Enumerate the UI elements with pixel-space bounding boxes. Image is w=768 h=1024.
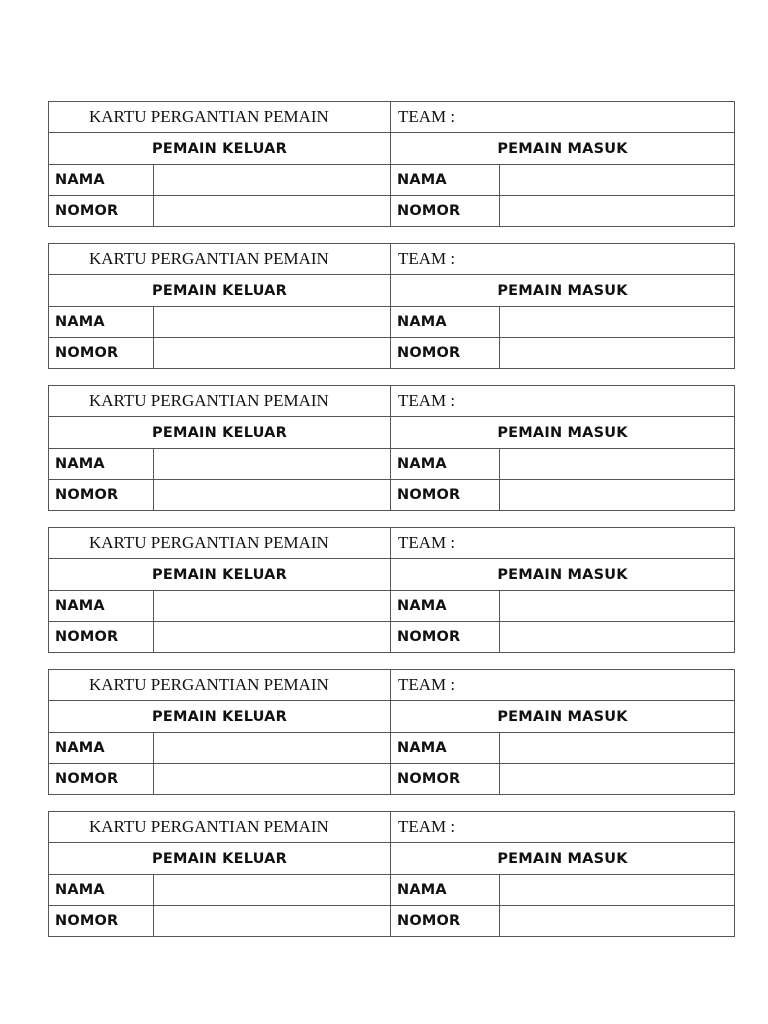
player-in-number-field[interactable]: [500, 622, 735, 653]
player-in-number-label: NOMOR: [391, 480, 500, 511]
substitution-card: [48, 243, 735, 369]
player-in-number-label: NOMOR: [391, 196, 500, 227]
team-field[interactable]: TEAM :: [391, 244, 735, 275]
player-in-name-field[interactable]: [500, 307, 735, 338]
player-in-number-label: NOMOR: [391, 906, 500, 937]
player-out-name-field[interactable]: [154, 307, 391, 338]
player-in-number-field[interactable]: [500, 338, 735, 369]
player-in-name-label: NAMA: [391, 165, 500, 196]
player-out-name-field[interactable]: [154, 165, 391, 196]
player-in-number-field[interactable]: [500, 906, 735, 937]
substitution-card: [48, 669, 735, 795]
player-in-name-label: NAMA: [391, 733, 500, 764]
player-in-name-field[interactable]: [500, 733, 735, 764]
card-title: KARTU PERGANTIAN PEMAIN: [49, 812, 391, 843]
player-in-name-field[interactable]: [500, 449, 735, 480]
player-out-name-field[interactable]: [154, 449, 391, 480]
player-in-name-field[interactable]: [500, 591, 735, 622]
player-out-heading: PEMAIN KELUAR: [49, 559, 391, 591]
player-in-name-label: NAMA: [391, 591, 500, 622]
card-title: KARTU PERGANTIAN PEMAIN: [49, 670, 391, 701]
player-out-name-field[interactable]: [154, 875, 391, 906]
player-out-heading: PEMAIN KELUAR: [49, 843, 391, 875]
player-out-name-label: NAMA: [49, 307, 154, 338]
player-in-heading: PEMAIN MASUK: [391, 417, 735, 449]
player-out-number-field[interactable]: [154, 338, 391, 369]
player-in-heading: PEMAIN MASUK: [391, 843, 735, 875]
player-in-name-label: NAMA: [391, 307, 500, 338]
player-out-name-label: NAMA: [49, 733, 154, 764]
player-out-name-field[interactable]: [154, 591, 391, 622]
player-in-heading: PEMAIN MASUK: [391, 701, 735, 733]
player-out-name-label: NAMA: [49, 165, 154, 196]
player-out-number-label: NOMOR: [49, 906, 154, 937]
player-in-heading: PEMAIN MASUK: [391, 275, 735, 307]
player-out-number-field[interactable]: [154, 480, 391, 511]
substitution-card: [48, 101, 735, 227]
player-out-number-label: NOMOR: [49, 196, 154, 227]
substitution-cards-sheet: [48, 101, 734, 953]
player-out-heading: PEMAIN KELUAR: [49, 417, 391, 449]
player-in-heading: PEMAIN MASUK: [391, 559, 735, 591]
player-out-name-label: NAMA: [49, 875, 154, 906]
player-out-heading: PEMAIN KELUAR: [49, 133, 391, 165]
player-out-number-label: NOMOR: [49, 338, 154, 369]
player-out-number-field[interactable]: [154, 196, 391, 227]
player-out-number-field[interactable]: [154, 764, 391, 795]
player-out-heading: PEMAIN KELUAR: [49, 275, 391, 307]
player-out-number-label: NOMOR: [49, 480, 154, 511]
player-out-number-label: NOMOR: [49, 622, 154, 653]
team-field[interactable]: TEAM :: [391, 528, 735, 559]
card-title: KARTU PERGANTIAN PEMAIN: [49, 102, 391, 133]
player-out-number-field[interactable]: [154, 622, 391, 653]
substitution-card: [48, 811, 735, 937]
player-out-number-field[interactable]: [154, 906, 391, 937]
player-out-heading: PEMAIN KELUAR: [49, 701, 391, 733]
player-in-name-field[interactable]: [500, 875, 735, 906]
card-title: KARTU PERGANTIAN PEMAIN: [49, 528, 391, 559]
player-in-number-label: NOMOR: [391, 622, 500, 653]
card-title: KARTU PERGANTIAN PEMAIN: [49, 386, 391, 417]
player-in-name-field[interactable]: [500, 165, 735, 196]
player-in-number-field[interactable]: [500, 196, 735, 227]
substitution-card: [48, 527, 735, 653]
player-in-number-label: NOMOR: [391, 764, 500, 795]
player-out-number-label: NOMOR: [49, 764, 154, 795]
player-out-name-field[interactable]: [154, 733, 391, 764]
player-out-name-label: NAMA: [49, 591, 154, 622]
team-field[interactable]: TEAM :: [391, 812, 735, 843]
player-in-number-label: NOMOR: [391, 338, 500, 369]
player-in-number-field[interactable]: [500, 764, 735, 795]
team-field[interactable]: TEAM :: [391, 386, 735, 417]
card-title: KARTU PERGANTIAN PEMAIN: [49, 244, 391, 275]
team-field[interactable]: TEAM :: [391, 102, 735, 133]
team-field[interactable]: TEAM :: [391, 670, 735, 701]
player-in-number-field[interactable]: [500, 480, 735, 511]
substitution-card: [48, 385, 735, 511]
player-out-name-label: NAMA: [49, 449, 154, 480]
player-in-heading: PEMAIN MASUK: [391, 133, 735, 165]
player-in-name-label: NAMA: [391, 875, 500, 906]
player-in-name-label: NAMA: [391, 449, 500, 480]
